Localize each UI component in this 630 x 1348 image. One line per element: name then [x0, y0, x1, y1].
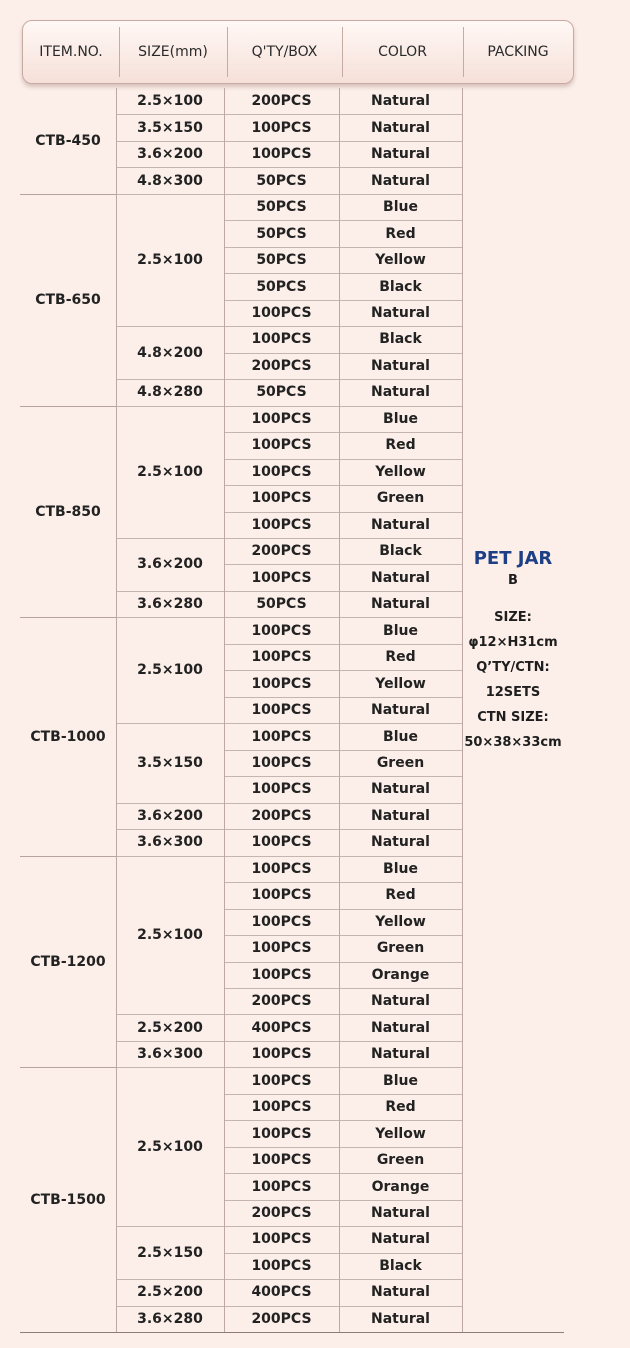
qty-cell: 100PCS [251, 622, 312, 639]
qty-cell: 200PCS [251, 1204, 312, 1221]
qty-cell: 100PCS [251, 1072, 312, 1089]
color-cell: Orange [371, 1178, 430, 1195]
packing-ctn-label: CTN SIZE: [477, 710, 549, 725]
color-cell: Blue [383, 860, 418, 877]
color-cell: Red [385, 225, 416, 242]
color-cell: Red [385, 437, 416, 454]
size-cell: 2.5×100 [137, 1138, 203, 1155]
qty-cell: 100PCS [251, 728, 312, 745]
packing-ctn-value: 50×38×33cm [464, 735, 562, 750]
item-no-cell: CTB-1000 [30, 728, 106, 745]
color-cell: Natural [371, 172, 430, 189]
size-cell: 2.5×100 [137, 93, 203, 110]
color-cell: Blue [383, 199, 418, 216]
color-cell: Green [376, 1152, 425, 1169]
qty-cell: 50PCS [256, 278, 307, 295]
qty-cell: 100PCS [251, 331, 312, 348]
packing-size-label: SIZE: [494, 610, 532, 625]
color-cell: Black [379, 278, 422, 295]
size-cell: 3.6×200 [137, 556, 203, 573]
color-cell: Natural [371, 993, 430, 1010]
qty-cell: 200PCS [251, 543, 312, 560]
qty-cell: 100PCS [251, 887, 312, 904]
qty-cell: 200PCS [251, 357, 312, 374]
size-cell: 4.8×200 [137, 344, 203, 361]
column-divider [224, 88, 225, 1332]
color-cell: Natural [371, 146, 430, 163]
color-cell: Black [379, 331, 422, 348]
item-no-cell: CTB-650 [35, 291, 101, 308]
qty-cell: 50PCS [256, 384, 307, 401]
qty-cell: 50PCS [256, 199, 307, 216]
color-cell: Blue [383, 410, 418, 427]
size-cell: 3.5×150 [137, 119, 203, 136]
color-cell: Natural [371, 516, 430, 533]
size-cell: 3.6×280 [137, 596, 203, 613]
qty-cell: 200PCS [251, 807, 312, 824]
qty-cell: 100PCS [251, 490, 312, 507]
color-cell: Natural [371, 702, 430, 719]
column-divider [116, 88, 117, 1332]
color-cell: Natural [371, 781, 430, 798]
qty-cell: 200PCS [251, 1310, 312, 1327]
color-cell: Green [376, 754, 425, 771]
color-cell: Yellow [375, 913, 426, 930]
color-cell: Red [385, 1099, 416, 1116]
qty-cell: 100PCS [251, 516, 312, 533]
qty-cell: 100PCS [251, 437, 312, 454]
qty-cell: 100PCS [251, 913, 312, 930]
color-cell: Natural [371, 569, 430, 586]
color-cell: Orange [371, 966, 430, 983]
qty-cell: 200PCS [251, 993, 312, 1010]
qty-cell: 100PCS [251, 702, 312, 719]
item-no-cell: CTB-450 [35, 132, 101, 149]
qty-cell: 100PCS [251, 781, 312, 798]
size-cell: 3.5×150 [137, 754, 203, 771]
color-cell: Natural [371, 1046, 430, 1063]
item-no-cell: CTB-1200 [30, 953, 106, 970]
color-cell: Blue [383, 1072, 418, 1089]
color-cell: Natural [371, 834, 430, 851]
packing-qty-value: 12SETS [485, 685, 541, 700]
qty-cell: 50PCS [256, 596, 307, 613]
qty-cell: 100PCS [251, 754, 312, 771]
qty-cell: 100PCS [251, 966, 312, 983]
color-cell: Natural [371, 304, 430, 321]
qty-cell: 100PCS [251, 860, 312, 877]
item-no-cell: CTB-1500 [30, 1191, 106, 1208]
header-packing: PACKING [487, 44, 549, 60]
color-cell: Yellow [375, 463, 426, 480]
color-cell: Natural [371, 1019, 430, 1036]
table-header [22, 20, 574, 84]
qty-cell: 100PCS [251, 649, 312, 666]
qty-cell: 100PCS [251, 1099, 312, 1116]
qty-cell: 400PCS [251, 1019, 312, 1036]
bottom-rule [20, 1332, 564, 1333]
color-cell: Natural [371, 596, 430, 613]
color-cell: Natural [371, 119, 430, 136]
qty-cell: 100PCS [251, 1178, 312, 1195]
qty-cell: 200PCS [251, 93, 312, 110]
color-cell: Natural [371, 807, 430, 824]
color-cell: Natural [371, 1284, 430, 1301]
qty-cell: 100PCS [251, 940, 312, 957]
qty-cell: 50PCS [256, 252, 307, 269]
color-cell: Natural [371, 1310, 430, 1327]
color-cell: Red [385, 649, 416, 666]
color-cell: Green [376, 490, 425, 507]
header-qty: Q'TY/BOX [251, 44, 318, 60]
size-cell: 3.6×300 [137, 834, 203, 851]
header-color: COLOR [378, 44, 427, 60]
size-cell: 2.5×150 [137, 1244, 203, 1261]
qty-cell: 100PCS [251, 834, 312, 851]
qty-cell: 100PCS [251, 569, 312, 586]
color-cell: Natural [371, 357, 430, 374]
column-divider [339, 88, 340, 1332]
item-no-cell: CTB-850 [35, 503, 101, 520]
size-cell: 3.6×200 [137, 807, 203, 824]
packing-title: PET JAR [473, 548, 553, 569]
color-cell: Black [379, 1257, 422, 1274]
color-cell: Natural [371, 384, 430, 401]
qty-cell: 100PCS [251, 119, 312, 136]
qty-cell: 400PCS [251, 1284, 312, 1301]
size-cell: 2.5×200 [137, 1284, 203, 1301]
qty-cell: 100PCS [251, 410, 312, 427]
qty-cell: 100PCS [251, 1257, 312, 1274]
qty-cell: 100PCS [251, 1152, 312, 1169]
size-cell: 2.5×100 [137, 927, 203, 944]
qty-cell: 100PCS [251, 1231, 312, 1248]
qty-cell: 50PCS [256, 225, 307, 242]
color-cell: Blue [383, 728, 418, 745]
qty-cell: 100PCS [251, 146, 312, 163]
size-cell: 2.5×100 [137, 463, 203, 480]
qty-cell: 100PCS [251, 675, 312, 692]
color-cell: Natural [371, 1204, 430, 1221]
packing-size-value: φ12×H31cm [468, 635, 558, 650]
packing-subtitle: B [508, 573, 518, 588]
packing-qty-label: Q’TY/CTN: [476, 660, 550, 675]
qty-cell: 50PCS [256, 172, 307, 189]
color-cell: Natural [371, 1231, 430, 1248]
size-cell: 4.8×280 [137, 384, 203, 401]
color-cell: Yellow [375, 675, 426, 692]
size-cell: 2.5×100 [137, 252, 203, 269]
qty-cell: 100PCS [251, 1125, 312, 1142]
size-cell: 3.6×300 [137, 1046, 203, 1063]
color-cell: Yellow [375, 252, 426, 269]
size-cell: 3.6×200 [137, 146, 203, 163]
qty-cell: 100PCS [251, 1046, 312, 1063]
header-size: SIZE(mm) [138, 44, 208, 60]
qty-cell: 100PCS [251, 463, 312, 480]
color-cell: Green [376, 940, 425, 957]
header-item-no: ITEM.NO. [39, 44, 103, 60]
size-cell: 3.6×280 [137, 1310, 203, 1327]
color-cell: Yellow [375, 1125, 426, 1142]
color-cell: Black [379, 543, 422, 560]
color-cell: Red [385, 887, 416, 904]
color-cell: Blue [383, 622, 418, 639]
size-cell: 2.5×200 [137, 1019, 203, 1036]
size-cell: 2.5×100 [137, 662, 203, 679]
color-cell: Natural [371, 93, 430, 110]
packing-info [462, 548, 564, 750]
qty-cell: 100PCS [251, 304, 312, 321]
size-cell: 4.8×300 [137, 172, 203, 189]
